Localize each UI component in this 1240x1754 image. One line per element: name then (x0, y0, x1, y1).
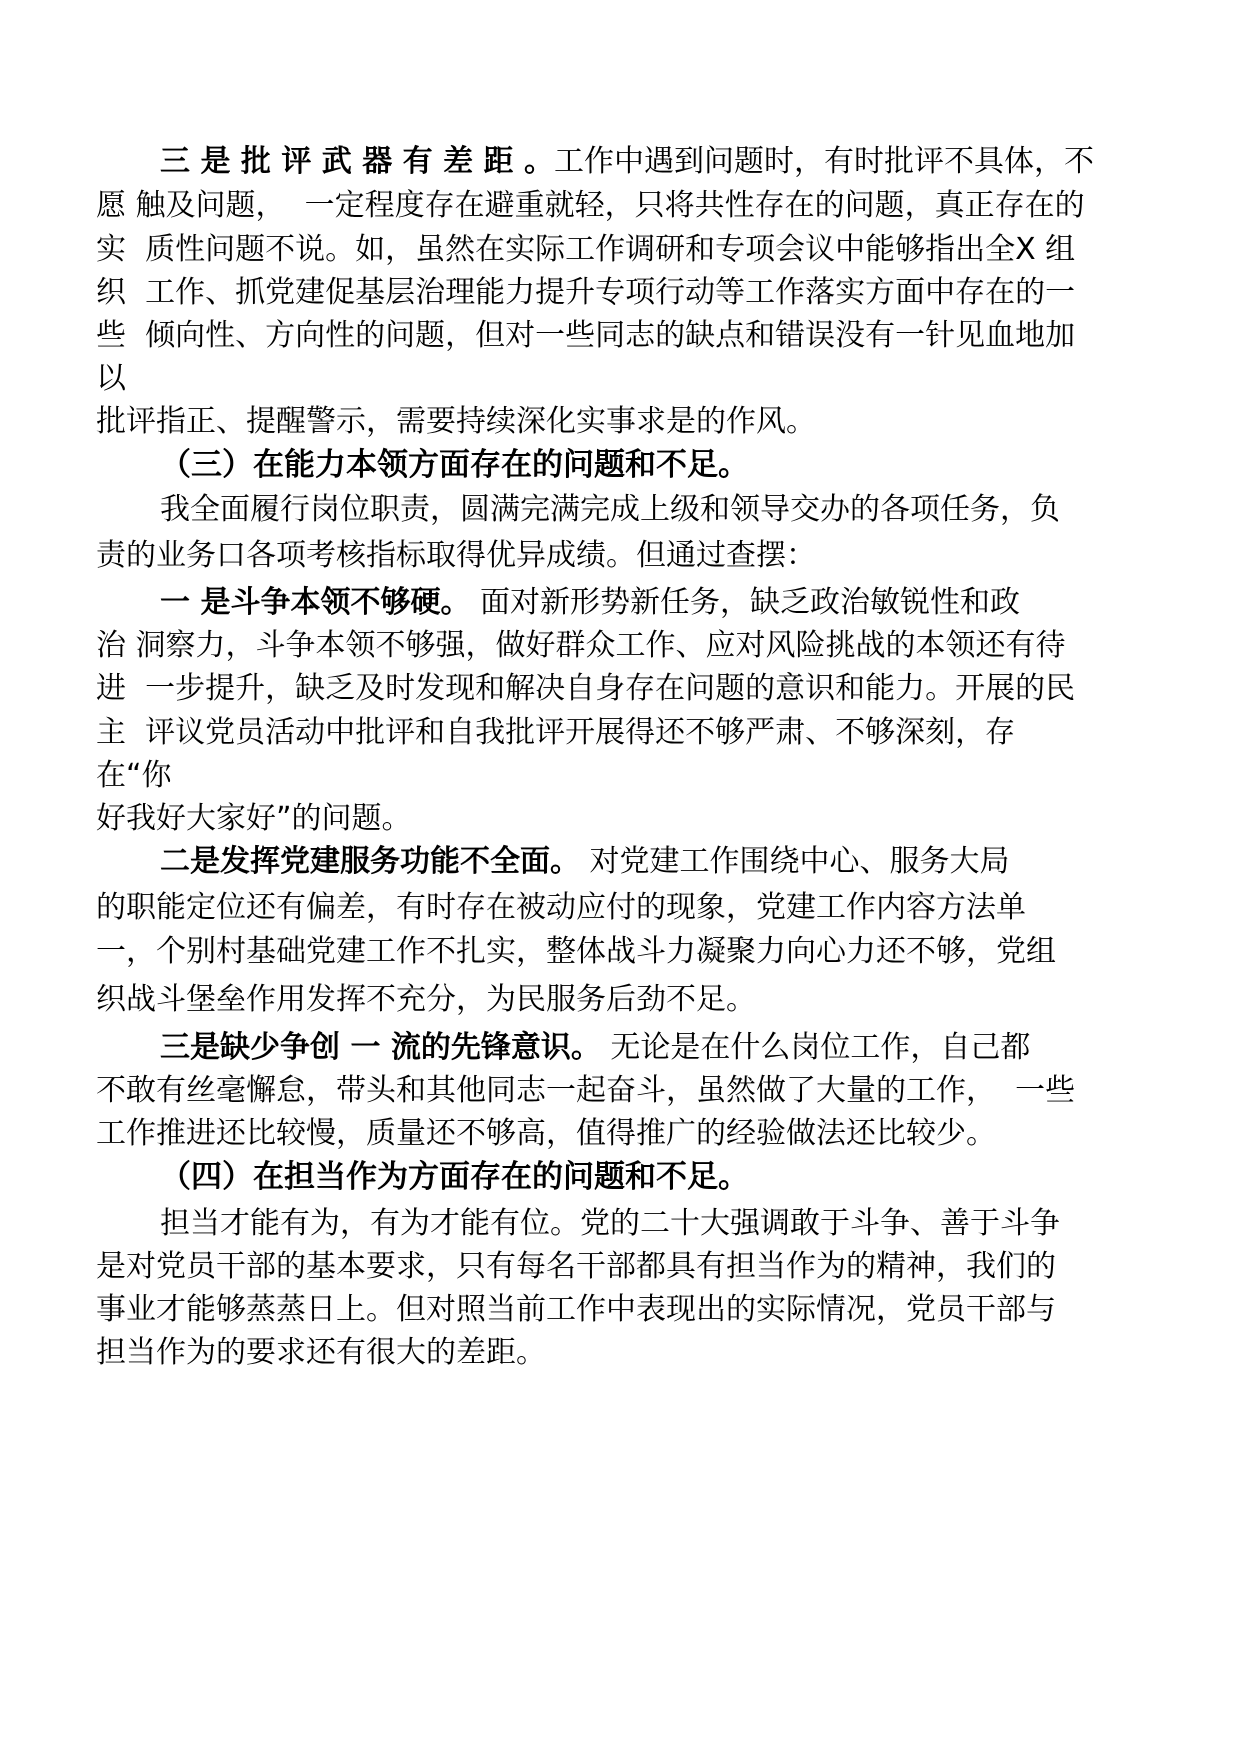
point-text: 面对新形势新任务，缺乏政治敏锐性和政 (470, 585, 1020, 620)
point-title: 三 是 批 评 武 器 有 差 距 。 (160, 144, 554, 179)
paragraph-line: 一，个别村基础党建工作不扎实，整体战斗力凝聚力向心力还不够，党组 (96, 934, 1056, 969)
paragraph-line (160, 142, 1094, 182)
paragraph-line: 事业才能够蒸蒸日上。但对照当前工作中表现出的实际情况，党员干部与 (96, 1292, 1056, 1327)
paragraph-line: 责的业务口各项考核指标取得优异成绩。但通过查摆： (96, 538, 816, 573)
paragraph-line: 主 评议党员活动中批评和自我批评开展得还不够严肃、不够深刻，存 (96, 715, 1016, 750)
paragraph-line: 实 质性问题不说。如，虽然在实际工作调研和专项会议中能够指出全X 组 (96, 232, 1076, 267)
point-text: 对党建工作围绕中心、服务大局 (580, 844, 1010, 879)
paragraph-line: 愿 触及问题， 一定程度存在避重就轻，只将共性存在的问题，真正存在的 (96, 188, 1085, 223)
paragraph-line: 批评指正、提醒警示，需要持续深化实事求是的作风。 (96, 404, 816, 439)
point-title: 一 是斗争本领不够硬。 (160, 585, 471, 620)
paragraph-line: 进 一步提升，缺乏及时发现和解决自身存在问题的意识和能力。开展的民 (96, 671, 1076, 706)
paragraph-line: 的职能定位还有偏差，有时存在被动应付的现象，党建工作内容方法单 (96, 890, 1026, 925)
paragraph-line: 不敢有丝毫懈怠，带头和其他同志一起奋斗，虽然做了大量的工作， 一些 (96, 1073, 1076, 1108)
paragraph-line: 好我好大家好”的问题。 (96, 801, 412, 836)
paragraph-line (160, 583, 1020, 623)
section-heading: （四）在担当作为方面存在的问题和不足。 (160, 1159, 749, 1195)
paragraph-line (160, 1028, 1030, 1068)
paragraph-line: 是对党员干部的基本要求，只有每名干部都具有担当作为的精神，我们的 (96, 1249, 1056, 1284)
paragraph-line: 治 洞察力，斗争本领不够强，做好群众工作、应对风险挑战的本领还有待 (96, 628, 1066, 663)
paragraph-line: 以 (96, 361, 126, 396)
paragraph-line: 我全面履行岗位职责，圆满完满完成上级和领导交办的各项任务，负 (160, 492, 1060, 527)
point-title: 二是发挥党建服务功能不全面。 (160, 844, 580, 879)
paragraph-line: 织战斗堡垒作用发挥不充分，为民服务后劲不足。 (96, 982, 756, 1017)
paragraph-line: 工作推进还比较慢，质量还不够高，值得推广的经验做法还比较少。 (96, 1116, 996, 1151)
point-text: 无论是在什么岗位工作，自己都 (600, 1030, 1031, 1065)
point-text: 工作中遇到问题时，有时批评不具体，不 (554, 144, 1094, 179)
paragraph-line: 担当作为的要求还有很大的差距。 (96, 1335, 546, 1370)
paragraph-line: 担当才能有为，有为才能有位。党的二十大强调敢于斗争、善于斗争 (160, 1206, 1060, 1241)
point-title: 三是缺少争创 一 流的先锋意识。 (160, 1030, 601, 1065)
paragraph-line: 织 工作、抓党建促基层治理能力提升专项行动等工作落实方面中存在的一 (96, 275, 1076, 310)
paragraph-line: 在“你 (96, 758, 172, 793)
paragraph-line: 些 倾向性、方向性的问题，但对一些同志的缺点和错误没有一针见血地加 (96, 318, 1076, 353)
section-heading: （三）在能力本领方面存在的问题和不足。 (160, 447, 749, 483)
paragraph-line (160, 842, 1010, 882)
